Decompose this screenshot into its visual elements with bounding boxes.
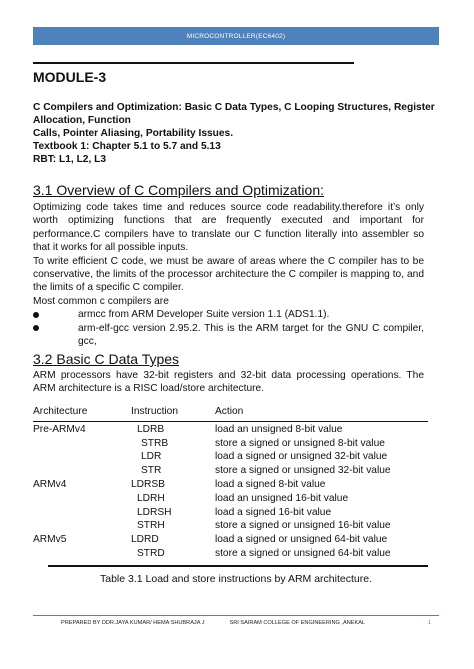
intro-line: Calls, Pointer Aliasing, Portability Issues. — [33, 128, 234, 139]
header-title: MICROCONTROLLER(EC6402) — [186, 32, 286, 40]
table-cell: Pre-ARMv4 — [33, 423, 86, 435]
table-cell: load an unsigned 8-bit value — [215, 423, 343, 435]
table-cell: LDRD — [131, 534, 159, 546]
table-row — [33, 520, 433, 534]
section-heading-3-1 — [33, 182, 324, 198]
intro-line: RBT: L1, L2, L3 — [33, 154, 107, 165]
table-cell: LDRH — [137, 492, 165, 504]
table-header-row — [33, 406, 433, 420]
column-header: Architecture — [33, 406, 88, 417]
table-cell: load an unsigned 16-bit value — [215, 492, 349, 504]
table-row — [33, 424, 433, 438]
table-cell: LDRSH — [137, 506, 172, 518]
section-number: 3.1 — [33, 182, 53, 198]
table-row — [33, 548, 433, 562]
column-header: Action — [215, 406, 244, 417]
table-cell: LDRSB — [131, 478, 165, 490]
page-header — [33, 27, 439, 45]
table-cell: store a signed or unsigned 64-bit value — [215, 547, 391, 559]
list-item — [33, 322, 424, 349]
page-footer — [33, 615, 439, 629]
table-row — [33, 451, 433, 465]
table-caption: Table 3.1 Load and store instructions by ARM architecture. — [100, 573, 372, 585]
table-row — [33, 465, 433, 479]
table-cell: load a signed 8-bit value — [215, 478, 326, 490]
bullet-icon — [33, 312, 39, 318]
intro-line: Allocation, Function — [33, 115, 131, 126]
page-number: 1 — [427, 619, 431, 626]
footer-college: SRI SAIRAM COLLEGE OF ENGINEERING ,ANEKAL — [229, 619, 366, 626]
table-cell: load a signed or unsigned 64-bit value — [215, 534, 388, 546]
section2-body — [33, 369, 424, 396]
table-cell: STRH — [137, 520, 165, 532]
table-cell: STRB — [141, 437, 169, 449]
paragraph: ARM processors have 32-bit registers and 32-bit data processing operations. The ARM architecture is a RISC load/store architecture. — [33, 370, 424, 395]
list-item-text: armcc from ARM Developer Suite version 1.1 (ADS1.1). — [78, 309, 330, 321]
paragraph: Optimizing code takes time and reduces source code readability.therefore it’s only worth optimizing functions that are frequently executed and important for performance.C compilers have to translate our C function literally into assembler so that it works for all possible inputs. — [33, 202, 424, 254]
table-cell: STRD — [137, 547, 165, 559]
table-row — [33, 534, 433, 548]
module-title: MODULE-3 — [33, 69, 107, 85]
column-header: Instruction — [131, 406, 178, 417]
table-cell: store a signed or unsigned 8-bit value — [215, 437, 385, 449]
paragraph: To write efficient C code, we must be aware of areas where the C compiler has to be conservative, the limits of the processor architecture the C compiler is mapping to, and the limits of a specific C compiler. — [33, 255, 424, 294]
table-cell: ARMv5 — [33, 534, 67, 546]
intro-line: C Compilers and Optimization: Basic C Data Types, C Looping Structures, Register — [33, 102, 435, 113]
section-title: Basic C Data Types — [56, 351, 180, 367]
section-heading-3-2 — [33, 351, 179, 367]
table-cell: LDRB — [137, 423, 165, 435]
module-intro — [33, 101, 435, 166]
table-header-rule — [33, 421, 428, 422]
section1-body — [33, 201, 424, 348]
top-rule — [33, 62, 354, 64]
bullet-icon — [33, 325, 39, 331]
list-item — [33, 308, 424, 321]
table-cell: STR — [141, 465, 162, 477]
intro-line: Textbook 1: Chapter 5.1 to 5.7 and 5.13 — [33, 141, 221, 152]
table-row — [33, 507, 433, 521]
footer-prepared-by: PREPARED BY DDR.JAYA KUMAR/ HEMA SHUBRAJA J — [61, 619, 205, 626]
list-item-text: arm-elf-gcc version 2.95.2. This is the ARM target for the GNU C compiler, gcc, — [78, 322, 424, 348]
section-number: 3.2 — [33, 351, 53, 367]
instruction-table — [33, 406, 433, 562]
table-cell: store a signed or unsigned 32-bit value — [215, 465, 391, 477]
table-cell: ARMv4 — [33, 478, 67, 490]
table-bottom-rule — [48, 565, 428, 567]
list-intro: Most common c compilers are — [33, 295, 169, 307]
table-row — [33, 493, 433, 507]
table-cell: load a signed 16-bit value — [215, 506, 332, 518]
table-cell: store a signed or unsigned 16-bit value — [215, 520, 391, 532]
table-row — [33, 438, 433, 452]
table-cell: load a signed or unsigned 32-bit value — [215, 451, 388, 463]
section-title: Overview of C Compilers and Optimization: — [56, 182, 325, 198]
table-row — [33, 479, 433, 493]
table-cell: LDR — [141, 451, 162, 463]
